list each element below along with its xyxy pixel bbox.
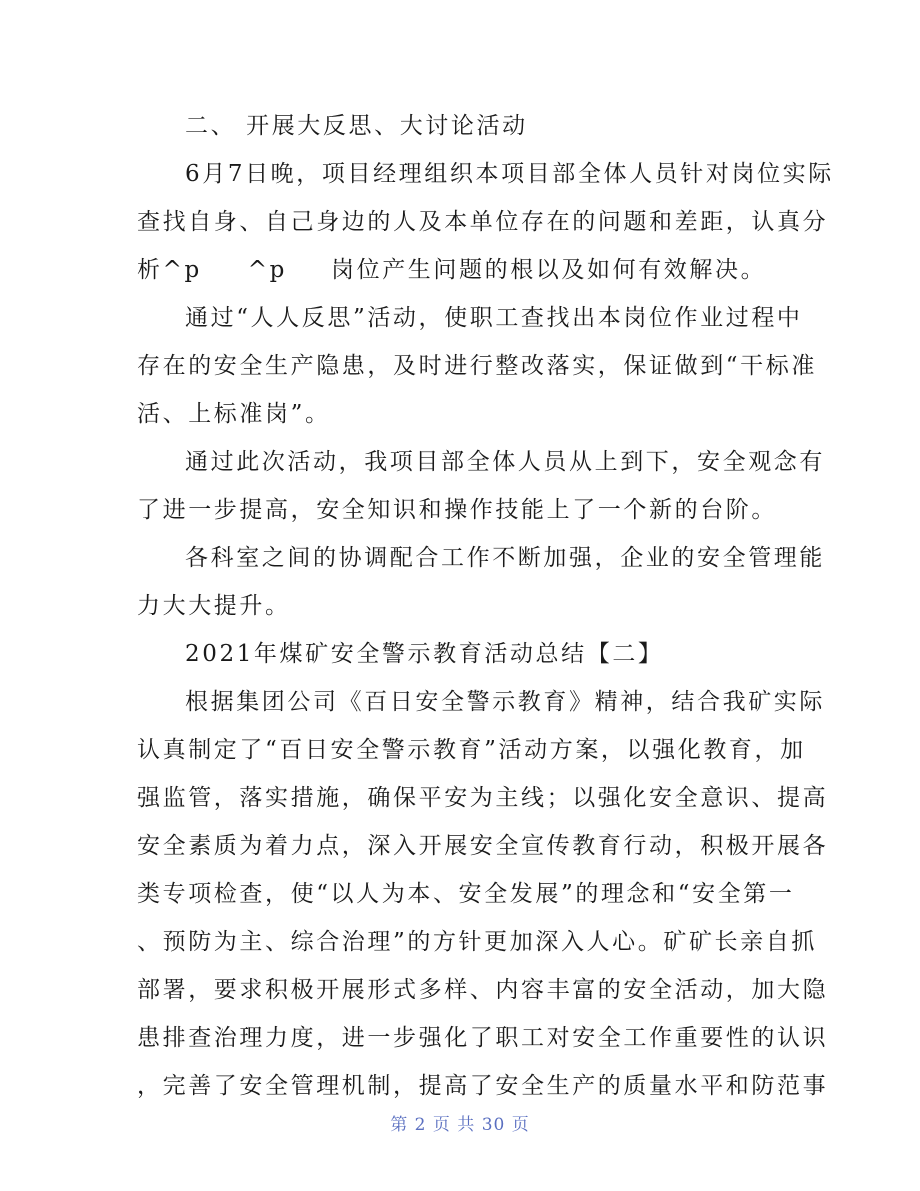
paragraph-line: ，完善了安全管理机制，提高了安全生产的质量水平和防范事 <box>137 1073 829 1099</box>
paragraph-line: 根据集团公司《百日安全警示教育》精神，结合我矿实际 <box>185 689 825 715</box>
paragraph-line: 强监管，落实措施，确保平安为主线；以强化安全意识、提高 <box>137 785 829 811</box>
paragraph-line: 力大大提升。 <box>137 593 291 619</box>
paragraph-line: 了进一步提高，安全知识和操作技能上了一个新的台阶。 <box>137 497 777 523</box>
paragraph-line: 类专项检查，使“以人为本、安全发展”的理念和“安全第一 <box>137 881 795 907</box>
page-number-footer: 第 2 页 共 30 页 <box>390 1115 530 1135</box>
paragraph-line: 存在的安全生产隐患，及时进行整改落实，保证做到“干标准 <box>137 353 817 379</box>
paragraph-line: 通过“人人反思”活动，使职工查找出本岗位作业过程中 <box>185 305 803 331</box>
section-heading: 二、 开展大反思、大讨论活动 <box>185 113 528 139</box>
paragraph-line: 6月7日晚，项目经理组织本项目部全体人员针对岗位实际 <box>185 161 834 187</box>
paragraph-line: 部署，要求积极开展形式多样、内容丰富的安全活动，加大隐 <box>137 977 829 1003</box>
paragraph-line: 活、上标准岗”。 <box>137 401 331 427</box>
paragraph-line: 通过此次活动，我项目部全体人员从上到下，安全观念有 <box>185 449 825 475</box>
text-fragment: ^p <box>247 257 287 283</box>
paragraph-4 <box>137 534 825 630</box>
paragraph-line: 认真制定了“百日安全警示教育”活动方案，以强化教育，加 <box>137 737 806 763</box>
document-body <box>137 102 834 1110</box>
paragraph-line: 患排查治理力度，进一步强化了职工对安全工作重要性的认识 <box>137 1025 829 1051</box>
paragraph-3 <box>137 438 825 534</box>
paragraph-line: 各科室之间的协调配合工作不断加强，企业的安全管理能 <box>185 545 825 571</box>
paragraph-5 <box>137 678 829 1110</box>
section-title: 2021年煤矿安全警示教育活动总结【二】 <box>185 641 664 667</box>
paragraph-1 <box>137 150 834 294</box>
paragraph-2 <box>137 294 817 438</box>
text-fragment: 岗位产生问题的根以及如何有效解决。 <box>331 257 767 283</box>
paragraph-line: 、预防为主、综合治理”的方针更加深入人心。矿矿长亲自抓 <box>137 929 817 955</box>
paragraph-line: 安全素质为着力点，深入开展安全宣传教育行动，积极开展各 <box>137 833 829 859</box>
text-fragment: 析^p <box>137 257 202 283</box>
paragraph-line: 查找自身、自己身边的人及本单位存在的问题和差距，认真分 <box>137 209 829 235</box>
paragraph-line <box>137 246 787 294</box>
